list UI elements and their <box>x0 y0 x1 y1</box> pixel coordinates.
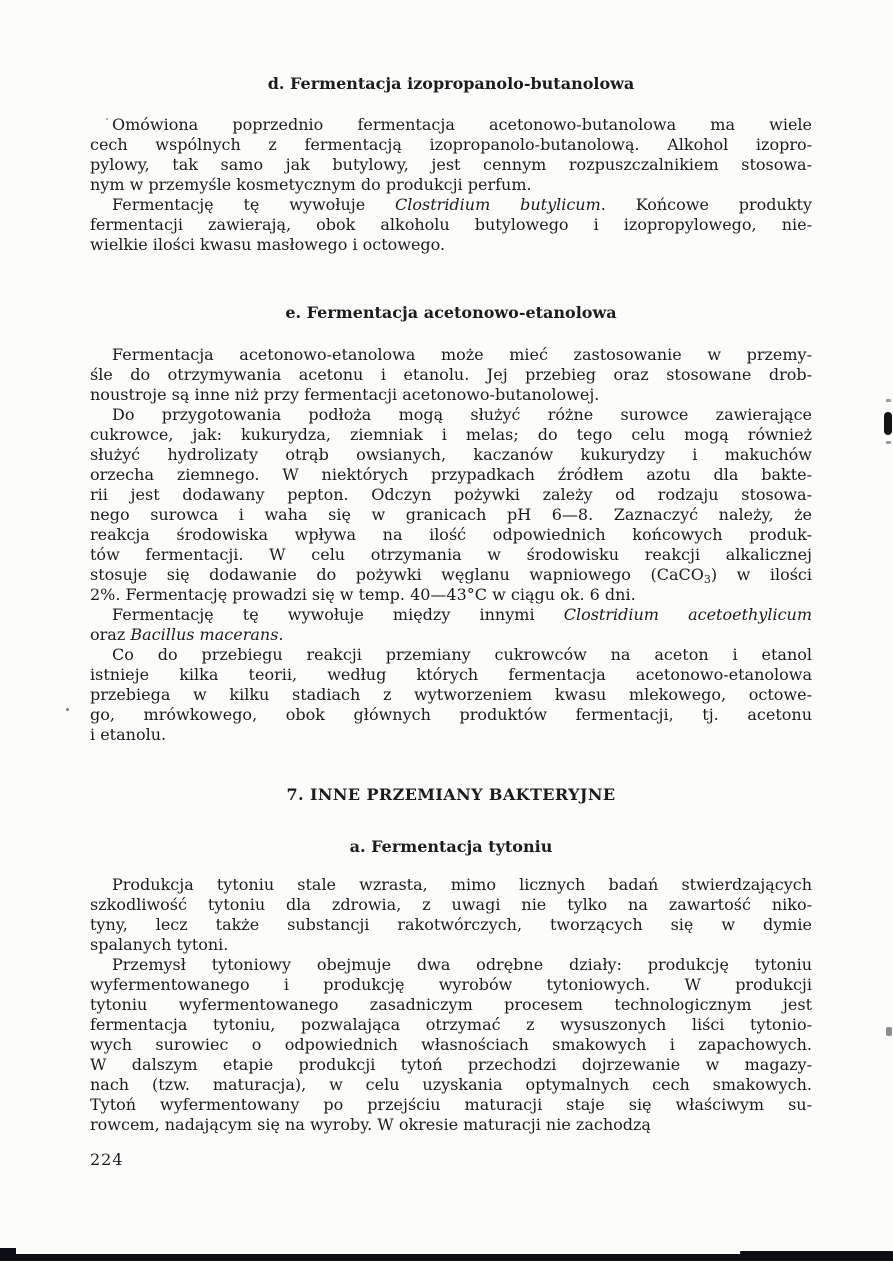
text-line: rowcem, nadającym się na wyroby. W okresie maturacji nie zachodzą <box>90 1115 651 1134</box>
text-line: 2%. Fermentację prowadzi się w temp. 40—43°C w ciągu ok. 6 dni. <box>90 585 636 604</box>
text-line: szkodliwość tytoniu dla zdrowia, z uwagi nie tylko na zawartość niko- <box>90 895 812 914</box>
ink-dash-mark <box>886 441 891 444</box>
para-tytoniu-1 <box>90 875 812 955</box>
text-line: noustroje są inne niż przy fermentacji acetonowo-butanolowej. <box>90 385 600 404</box>
text-line: wych surowiec o odpowiednich własnościach smakowych i zapachowych. <box>90 1035 812 1054</box>
heading-a: a. Fermentacja tytoniu <box>349 837 553 856</box>
page-number: 224 <box>90 1150 124 1169</box>
para-etanolowa-3 <box>90 605 812 645</box>
text-line: fermentacja tytoniu, pozwalająca otrzymać z wysuszonych liści tytonio- <box>90 1015 812 1034</box>
para-izopropanolo-1 <box>90 115 812 195</box>
text-line: oraz Bacillus macerans. <box>90 625 284 644</box>
text-line: Fermentację tę wywołuje Clostridium butylicum. Końcowe produkty <box>112 195 812 214</box>
scan-edge-bar-right <box>740 1251 893 1261</box>
text-line: nego surowca i waha się w granicach pH 6—8. Zaznaczyć należy, że <box>90 505 812 524</box>
text-line: cech wspólnych z fermentacją izopropanolo-butanolową. Alkohol izopro- <box>90 135 812 154</box>
text-line: reakcja środowiska wpływa na ilość odpowiednich końcowych produk- <box>90 525 812 544</box>
text-line: rii jest dodawany pepton. Odczyn pożywki zależy od rodzaju stosowa- <box>90 485 812 504</box>
para-etanolowa-2 <box>90 405 812 605</box>
text-line: Do przygotowania podłoża mogą służyć różne surowce zawierające <box>112 405 812 424</box>
para-tytoniu-2 <box>90 955 812 1135</box>
para-izopropanolo-2 <box>90 195 812 255</box>
text-line: Omówiona poprzednio fermentacja acetonowo-butanolowa ma wiele <box>112 115 812 134</box>
text-column <box>90 74 812 1135</box>
heading-7: 7. INNE PRZEMIANY BAKTERYJNE <box>286 785 616 804</box>
text-line: służyć hydrolizaty otrąb owsianych, kaczanów kukurydzy i makuchów <box>90 445 812 464</box>
text-line: tów fermentacji. W celu otrzymania w środowisku reakcji alkalicznej <box>90 545 812 564</box>
ink-smudge-mark <box>886 1027 892 1036</box>
ink-dash-mark <box>886 399 891 402</box>
para-etanolowa-4 <box>90 645 812 745</box>
paper-speck <box>66 708 69 711</box>
text-line: Fermentację tę wywołuje między innymi Clostridium acetoethylicum <box>112 605 813 624</box>
text-line: pylowy, tak samo jak butylowy, jest cennym rozpuszczalnikiem stosowa- <box>90 155 812 174</box>
text-line: Fermentacja acetonowo-etanolowa może mieć zastosowanie w przemy- <box>112 345 812 364</box>
ink-blot-mark <box>884 412 892 435</box>
text-line: Produkcja tytoniu stale wzrasta, mimo licznych badań stwierdzających <box>112 875 812 894</box>
text-line: stosuje się dodawanie do pożywki węglanu wapniowego (CaCO$_3$) w ilości <box>90 565 813 586</box>
scan-edge-tab <box>0 1248 16 1261</box>
text-line: Przemysł tytoniowy obejmuje dwa odrębne działy: produkcję tytoniu <box>112 955 812 974</box>
text-line: przebiega w kilku stadiach z wytworzeniem kwasu mlekowego, octowe- <box>90 685 812 704</box>
text-line: W dalszym etapie produkcji tytoń przechodzi dojrzewanie w magazy- <box>90 1055 812 1074</box>
text-line: tyny, lecz także substancji rakotwórczych, tworzących się w dymie <box>90 915 812 934</box>
text-line: orzecha ziemnego. W niektórych przypadkach źródłem azotu dla bakte- <box>90 465 812 484</box>
text-line: fermentacji zawierają, obok alkoholu butylowego i izopropylowego, nie- <box>90 215 812 234</box>
text-line: Tytoń wyfermentowany po przejściu maturacji staje się właściwym su- <box>90 1095 812 1114</box>
text-line: spalanych tytoni. <box>90 935 229 954</box>
heading-e: e. Fermentacja acetonowo-etanolowa <box>285 303 617 322</box>
text-line: wyfermentowanego i produkcję wyrobów tytoniowych. W produkcji <box>90 975 812 994</box>
text-line: wielkie ilości kwasu masłowego i octowego. <box>90 235 446 254</box>
text-line: Co do przebiegu reakcji przemiany cukrowców na aceton i etanol <box>112 645 812 664</box>
text-line: cukrowce, jak: kukurydza, ziemniak i melas; do tego celu mogą również <box>90 425 812 444</box>
text-line: tytoniu wyfermentowanego zasadniczym procesem technologicznym jest <box>90 995 812 1014</box>
text-line: nach (tzw. maturacja), w celu uzyskania optymalnych cech smakowych. <box>90 1075 812 1094</box>
paper-speck <box>106 118 108 120</box>
heading-d: d. Fermentacja izopropanolo-butanolowa <box>267 74 635 93</box>
text-line: go, mrówkowego, obok głównych produktów fermentacji, tj. acetonu <box>90 705 812 724</box>
text-line: i etanolu. <box>90 725 167 744</box>
para-etanolowa-1 <box>90 345 812 405</box>
text-line: nym w przemyśle kosmetycznym do produkcji perfum. <box>90 175 532 194</box>
text-line: śle do otrzymywania acetonu i etanolu. Jej przebieg oraz stosowane drob- <box>90 365 812 384</box>
text-line: istnieje kilka teorii, według których fermentacja acetonowo-etanolowa <box>90 665 812 684</box>
